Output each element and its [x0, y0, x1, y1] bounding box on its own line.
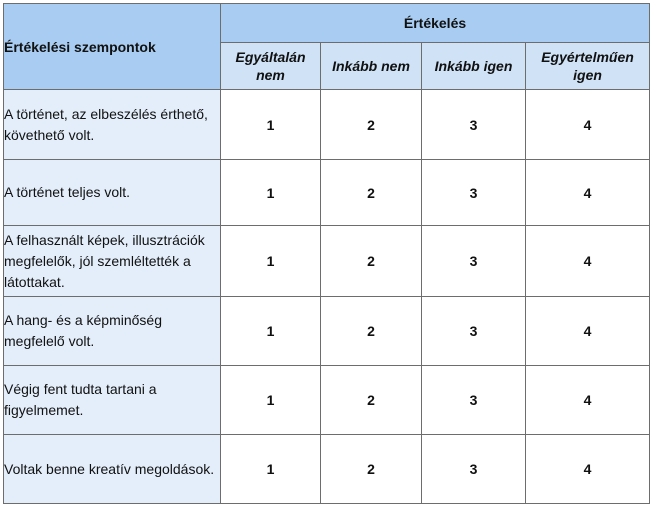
score-cell[interactable]: 3	[422, 160, 526, 226]
criterion-cell: A hang- és a képminőség megfelelő volt.	[4, 297, 221, 366]
table-row	[4, 226, 650, 297]
score-cell[interactable]: 3	[422, 366, 526, 435]
score-cell[interactable]: 4	[526, 435, 650, 504]
header-row-top	[4, 4, 650, 43]
score-cell[interactable]: 1	[221, 160, 321, 226]
score-cell[interactable]: 1	[221, 226, 321, 297]
table-row	[4, 160, 650, 226]
table-row	[4, 435, 650, 504]
score-cell[interactable]: 2	[321, 226, 422, 297]
score-cell[interactable]: 3	[422, 435, 526, 504]
table-row	[4, 366, 650, 435]
score-cell[interactable]: 2	[321, 90, 422, 160]
scale-header-definitely-yes: Egyértelműen igen	[526, 43, 650, 90]
score-cell[interactable]: 4	[526, 297, 650, 366]
score-cell[interactable]: 1	[221, 297, 321, 366]
table-row	[4, 297, 650, 366]
criterion-cell: A felhasznált képek, illusztrációk megfelelők, jól szemléltették a látottakat.	[4, 226, 221, 297]
score-cell[interactable]: 1	[221, 366, 321, 435]
scale-header-rather-yes: Inkább igen	[422, 43, 526, 90]
criterion-cell: Voltak benne kreatív megoldások.	[4, 435, 221, 504]
score-cell[interactable]: 1	[221, 90, 321, 160]
score-cell[interactable]: 4	[526, 90, 650, 160]
criterion-cell: Végig fent tudta tartani a figyelmemet.	[4, 366, 221, 435]
score-cell[interactable]: 4	[526, 366, 650, 435]
scale-header-rather-not: Inkább nem	[321, 43, 422, 90]
evaluation-column-header: Értékelés	[221, 4, 650, 43]
score-cell[interactable]: 2	[321, 297, 422, 366]
score-cell[interactable]: 3	[422, 90, 526, 160]
scale-header-not-at-all: Egyáltalán nem	[221, 43, 321, 90]
score-cell[interactable]: 4	[526, 226, 650, 297]
criterion-cell: A történet, az elbeszélés érthető, követhető volt.	[4, 90, 221, 160]
score-cell[interactable]: 3	[422, 297, 526, 366]
evaluation-table	[3, 3, 650, 504]
criteria-column-header: Értékelési szempontok	[4, 4, 221, 90]
table-row	[4, 90, 650, 160]
score-cell[interactable]: 2	[321, 366, 422, 435]
score-cell[interactable]: 2	[321, 160, 422, 226]
criterion-cell: A történet teljes volt.	[4, 160, 221, 226]
score-cell[interactable]: 4	[526, 160, 650, 226]
score-cell[interactable]: 1	[221, 435, 321, 504]
score-cell[interactable]: 2	[321, 435, 422, 504]
score-cell[interactable]: 3	[422, 226, 526, 297]
